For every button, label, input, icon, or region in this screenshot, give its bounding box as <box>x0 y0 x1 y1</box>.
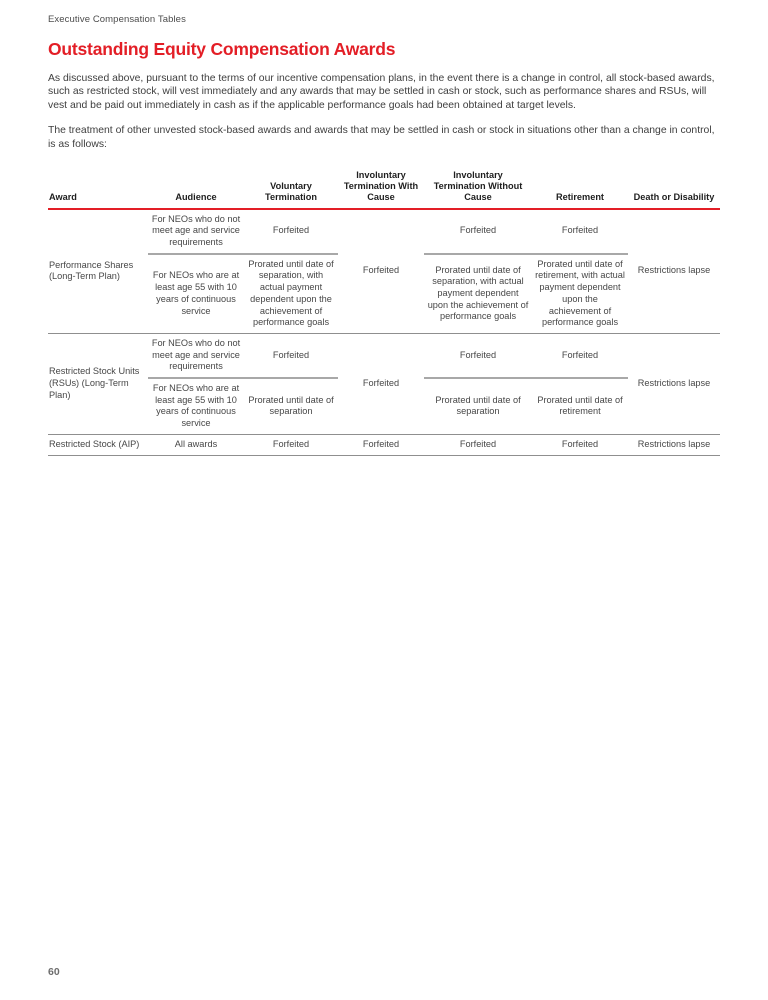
column-header-death-or-disability: Death or Disability <box>628 168 720 209</box>
cell-involuntary-without-cause: Forfeited <box>459 438 497 449</box>
cell-award: Performance Shares (Long-Term Plan) <box>49 259 134 282</box>
page-content <box>0 0 768 456</box>
cell-retirement: Prorated until date of retirement, with actual payment dependent upon the achievement of performance goals <box>535 258 625 328</box>
cell-audience: For NEOs who do not meet age and service requirements <box>148 333 244 378</box>
cell-retirement: Prorated until date of retirement <box>537 394 623 417</box>
intro-paragraph-2: The treatment of other unvested stock-based awards and awards that may be settled in cash or stock in situations other than a change in control, is as follows: <box>48 125 715 150</box>
cell-voluntary-termination: Forfeited <box>244 333 338 378</box>
cell-award: Restricted Stock (AIP) <box>49 438 140 449</box>
table-header-row <box>48 168 720 209</box>
column-header-audience: Audience <box>148 168 244 209</box>
intro-paragraph-1: As discussed above, pursuant to the terms of our incentive compensation plans, in the event there is a change in control, all stock-based awards, such as restricted stock, will vest immediately and any awards that may be settled in cash or stock, such as performance shares and RSUs, will vest and be paid out immediately in cash as if the applicable performance goals had been obtained at target levels. <box>48 73 715 111</box>
row-group-restricted-stock-aip <box>48 434 720 455</box>
cell-involuntary-without-cause: Prorated until date of separation, with actual payment dependent upon the achievement of performance goals <box>427 264 529 322</box>
cell-involuntary-with-cause: Forfeited <box>362 378 400 389</box>
cell-death-or-disability: Restrictions lapse <box>637 378 711 389</box>
cell-involuntary-with-cause: Forfeited <box>362 438 400 449</box>
page-title: Outstanding Equity Compensation Awards <box>48 39 396 59</box>
table-row <box>48 333 720 378</box>
cell-audience: All awards <box>174 438 218 449</box>
cell-involuntary-without-cause: Forfeited <box>424 209 532 254</box>
page-number: 60 <box>48 966 60 978</box>
cell-involuntary-with-cause: Forfeited <box>362 265 400 276</box>
cell-audience: For NEOs who do not meet age and service requirements <box>148 209 244 254</box>
cell-death-or-disability: Restrictions lapse <box>637 438 711 449</box>
section-eyebrow: Executive Compensation Tables <box>48 14 186 25</box>
cell-retirement: Forfeited <box>532 209 628 254</box>
cell-voluntary-termination: Prorated until date of separation <box>248 394 334 417</box>
table-row <box>48 434 720 455</box>
cell-death-or-disability: Restrictions lapse <box>637 265 711 276</box>
cell-retirement: Forfeited <box>561 438 599 449</box>
row-group-rsus <box>48 333 720 434</box>
column-header-voluntary-termination: Voluntary Termination <box>244 168 338 209</box>
row-group-performance-shares <box>48 209 720 334</box>
column-header-involuntary-termination-without-cause: Involuntary Termination Without Cause <box>424 168 532 209</box>
column-header-involuntary-termination-with-cause: Involuntary Termination With Cause <box>338 168 424 209</box>
cell-voluntary-termination: Forfeited <box>244 209 338 254</box>
cell-involuntary-without-cause: Prorated until date of separation <box>435 394 521 417</box>
cell-audience: For NEOs who are at least age 55 with 10 years of continuous service <box>152 383 240 429</box>
equity-awards-table <box>48 168 720 456</box>
cell-voluntary-termination: Forfeited <box>272 438 310 449</box>
column-header-award: Award <box>48 168 148 209</box>
cell-involuntary-without-cause: Forfeited <box>424 333 532 378</box>
cell-audience: For NEOs who are at least age 55 with 10 years of continuous service <box>152 270 240 316</box>
table-row <box>48 209 720 254</box>
column-header-retirement: Retirement <box>532 168 628 209</box>
cell-retirement: Forfeited <box>532 333 628 378</box>
cell-voluntary-termination: Prorated until date of separation, with actual payment dependent upon the achievement of performance goals <box>248 258 334 328</box>
cell-award: Restricted Stock Units (RSUs) (Long-Term Plan) <box>49 366 140 400</box>
